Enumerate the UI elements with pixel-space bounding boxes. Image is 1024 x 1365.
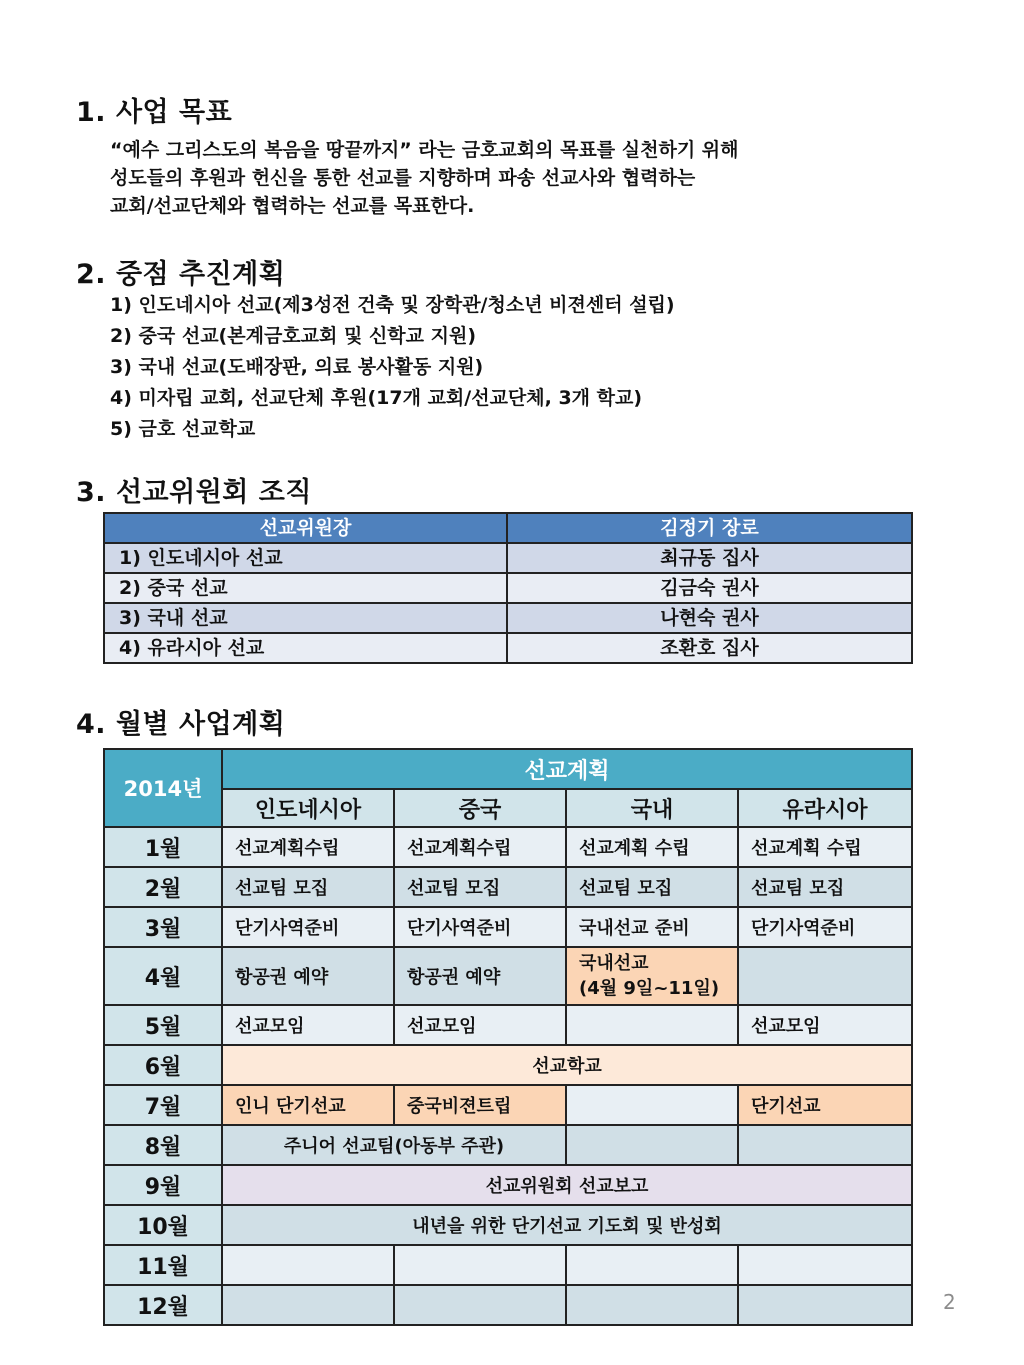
plan-cell — [738, 1125, 912, 1165]
month-label: 7월 — [104, 1085, 222, 1125]
plan-cell-merged: 선교위원회 선교보고 — [222, 1165, 912, 1205]
column-domestic: 국내 — [566, 789, 738, 827]
month-row-1 — [104, 827, 912, 867]
focus-item: 1) 인도네시아 선교(제3성전 건축 및 장학관/청소년 비젼센터 설립) — [110, 294, 675, 316]
plan-cell: 단기사역준비 — [222, 907, 394, 947]
plan-cell: 단기선교 — [738, 1085, 912, 1125]
plan-cell-domestic-event — [566, 947, 738, 1005]
goal-line: 성도들의 후원과 헌신을 통한 선교를 지향하며 파송 선교사와 협력하는 — [110, 167, 696, 189]
focus-item: 5) 금호 선교학교 — [110, 418, 256, 440]
month-label: 10월 — [104, 1205, 222, 1245]
month-row-3 — [104, 907, 912, 947]
column-eurasia: 유라시아 — [738, 789, 912, 827]
monthly-plan-table — [103, 748, 913, 1326]
plan-cell — [738, 1285, 912, 1325]
month-row-6 — [104, 1045, 912, 1085]
month-row-8 — [104, 1125, 912, 1165]
goal-line: “예수 그리스도의 복음을 땅끝까지” 라는 금호교회의 목표를 실천하기 위해 — [110, 139, 739, 161]
plan-cell: 선교팀 모집 — [222, 867, 394, 907]
plan-cell-line: (4월 9일~11일) — [579, 978, 720, 999]
org-header-role: 선교위원장 — [104, 513, 507, 543]
month-label: 4월 — [104, 947, 222, 1005]
plan-header: 선교계획 — [222, 749, 912, 789]
focus-item: 3) 국내 선교(도배장판, 의료 봉사활동 지원) — [110, 356, 484, 378]
month-row-9 — [104, 1165, 912, 1205]
plan-cell: 항공권 예약 — [394, 947, 566, 1005]
focus-item: 2) 중국 선교(본계금호교회 및 신학교 지원) — [110, 325, 477, 347]
org-row — [104, 543, 912, 573]
plan-cell — [738, 947, 912, 1005]
month-row-4 — [104, 947, 912, 1005]
month-label: 6월 — [104, 1045, 222, 1085]
org-row — [104, 633, 912, 663]
plan-cell: 선교팀 모집 — [566, 867, 738, 907]
month-row-10 — [104, 1205, 912, 1245]
org-row — [104, 573, 912, 603]
plan-cell — [222, 1245, 394, 1285]
year-cell: 2014년 — [104, 749, 222, 827]
section-org-heading: 3. 선교위원회 조직 — [76, 477, 312, 508]
focus-item: 4) 미자립 교회, 선교단체 후원(17개 교회/선교단체, 3개 학교) — [110, 387, 643, 409]
plan-cell — [738, 1245, 912, 1285]
plan-cell: 선교모임 — [394, 1005, 566, 1045]
month-label: 11월 — [104, 1245, 222, 1285]
plan-cell — [566, 1085, 738, 1125]
month-label: 1월 — [104, 827, 222, 867]
plan-cell: 선교계획수립 — [394, 827, 566, 867]
column-indonesia: 인도네시아 — [222, 789, 394, 827]
month-label: 5월 — [104, 1005, 222, 1045]
month-label: 12월 — [104, 1285, 222, 1325]
section-goal-text — [110, 136, 990, 220]
plan-cell — [566, 1285, 738, 1325]
org-role: 3) 국내 선교 — [104, 603, 507, 633]
plan-cell-merged: 선교학교 — [222, 1045, 912, 1085]
plan-cell: 중국비젼트립 — [394, 1085, 566, 1125]
plan-cell: 항공권 예약 — [222, 947, 394, 1005]
plan-cell — [566, 1125, 738, 1165]
org-role: 1) 인도네시아 선교 — [104, 543, 507, 573]
org-role: 2) 중국 선교 — [104, 573, 507, 603]
plan-cell: 국내선교 준비 — [566, 907, 738, 947]
monthly-header-row — [104, 749, 912, 789]
plan-cell: 선교계획 수립 — [738, 827, 912, 867]
org-table — [103, 512, 913, 664]
month-label: 8월 — [104, 1125, 222, 1165]
plan-cell: 단기사역준비 — [738, 907, 912, 947]
month-row-2 — [104, 867, 912, 907]
plan-cell — [394, 1285, 566, 1325]
monthly-columns-row — [104, 789, 912, 827]
plan-cell — [222, 1285, 394, 1325]
org-person: 김금숙 권사 — [507, 573, 912, 603]
plan-cell — [566, 1005, 738, 1045]
page-number: 2 — [943, 1290, 956, 1314]
org-person: 최규동 집사 — [507, 543, 912, 573]
section-monthly-heading: 4. 월별 사업계획 — [76, 709, 286, 740]
month-row-11 — [104, 1245, 912, 1285]
plan-cell — [394, 1245, 566, 1285]
org-person: 조환호 집사 — [507, 633, 912, 663]
month-label: 9월 — [104, 1165, 222, 1205]
section-focus-heading: 2. 중점 추진계획 — [76, 259, 286, 290]
plan-cell-merged: 내년을 위한 단기선교 기도회 및 반성회 — [222, 1205, 912, 1245]
plan-cell: 선교모임 — [222, 1005, 394, 1045]
goal-line: 교회/선교단체와 협력하는 선교를 목표한다. — [110, 195, 475, 217]
plan-cell: 선교계획 수립 — [566, 827, 738, 867]
org-row — [104, 603, 912, 633]
plan-cell-line: 국내선교 — [579, 953, 649, 974]
section-goal-heading: 1. 사업 목표 — [76, 97, 233, 128]
plan-cell: 인니 단기선교 — [222, 1085, 394, 1125]
month-label: 3월 — [104, 907, 222, 947]
org-role: 4) 유라시아 선교 — [104, 633, 507, 663]
org-person: 나현숙 권사 — [507, 603, 912, 633]
month-label: 2월 — [104, 867, 222, 907]
plan-cell: 선교팀 모집 — [738, 867, 912, 907]
column-china: 중국 — [394, 789, 566, 827]
focus-list — [110, 290, 675, 445]
month-row-7 — [104, 1085, 912, 1125]
month-row-12 — [104, 1285, 912, 1325]
plan-cell-merged: 주니어 선교팀(아동부 주관) — [222, 1125, 566, 1165]
plan-cell — [566, 1245, 738, 1285]
org-header-row — [104, 513, 912, 543]
org-header-person: 김정기 장로 — [507, 513, 912, 543]
plan-cell: 선교계획수립 — [222, 827, 394, 867]
month-row-5 — [104, 1005, 912, 1045]
plan-cell: 단기사역준비 — [394, 907, 566, 947]
plan-cell: 선교모임 — [738, 1005, 912, 1045]
plan-cell: 선교팀 모집 — [394, 867, 566, 907]
